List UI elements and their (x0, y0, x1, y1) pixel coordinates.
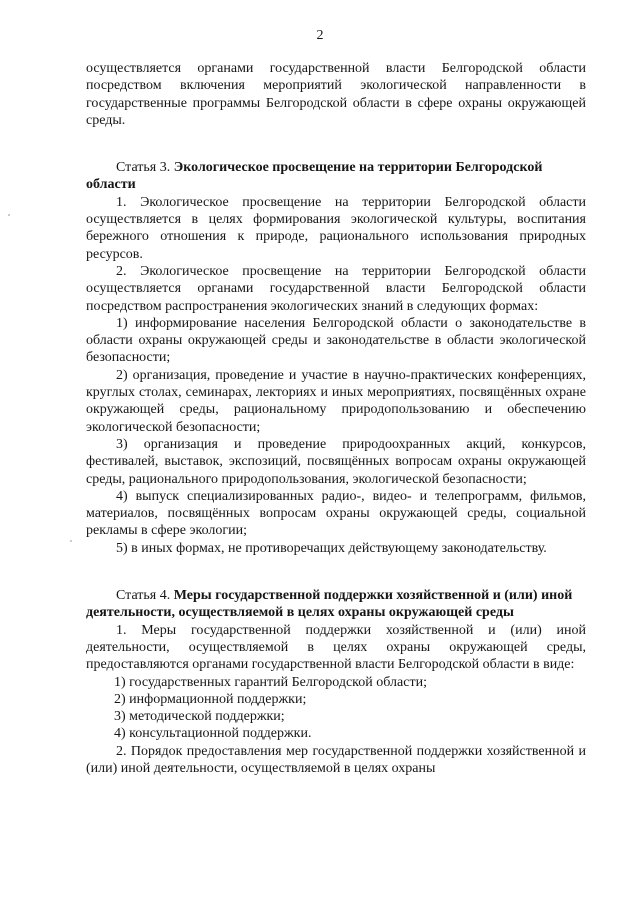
article-4-list-item: 4) консультационной поддержки. (114, 726, 312, 742)
article-3-prefix: Статья 3. (116, 160, 171, 176)
article-4-heading (86, 587, 586, 622)
document-body (86, 60, 586, 777)
spacer (86, 129, 586, 159)
spacer (86, 557, 586, 587)
article-4-paragraph-1: 1. Меры государственной поддержки хозяйственной и (или) иной деятельности, осуществляемой в целях охраны окружающей среды, предоставляются органами государственной власти Белгородской области в виде: (86, 622, 586, 673)
article-4-list-item: 1) государственных гарантий Белгородской области; (114, 674, 427, 690)
article-3-item-4: 4) выпуск специализированных радио-, видео- и телепрограмм, фильмов, материалов, посвящённых вопросам охраны окружающей среды, социальной рекламы в сфере экологии; (86, 488, 586, 539)
article-3-title: Экологическое просвещение на территории Белгородской области (86, 160, 543, 193)
article-4-list-item: 3) методической поддержки; (114, 709, 285, 725)
article-3-paragraph-2: 2. Экологическое просвещение на территории Белгородской области осуществляется органами государственной власти Белгородской области посредством распространения экологических знаний в следующих формах: (86, 263, 586, 314)
article-4-list (86, 674, 586, 743)
intro-paragraph: осуществляется органами государственной власти Белгородской области посредством включения мероприятий экологической направленности в государственные программы Белгородской области в сфере охраны окружающей среды. (86, 61, 586, 128)
article-4-paragraph-2: 2. Порядок предоставления мер государственной поддержки хозяйственной и (или) иной деятельности, осуществляемой в целях охраны (86, 743, 586, 776)
article-4-prefix: Статья 4. (116, 588, 171, 604)
article-3-paragraph-1: 1. Экологическое просвещение на территории Белгородской области осуществляется в целях формирования экологической культуры, воспитания бережного отношения к природе, рационального использования природных ресурсов. (86, 194, 586, 262)
scan-speck (70, 540, 72, 542)
article-3-item-2: 2) организация, проведение и участие в научно-практических конференциях, круглых столах, семинарах, лекториях и иных мероприятиях, посвящённых охране окружающей среды, рациональному природопользованию и обеспечению экологической безопасности; (86, 367, 586, 435)
scan-speck (8, 214, 10, 216)
article-4-list-item: 2) информационной поддержки; (114, 691, 307, 707)
article-3-heading (86, 159, 586, 194)
article-3-item-3: 3) организация и проведение природоохранных акций, конкурсов, фестивалей, выставок, экспозиций, посвящённых вопросам охраны окружающей среды, рационального природопользования, экологической безопасности; (86, 436, 586, 487)
article-3-item-5: 5) в иных формах, не противоречащих действующему законодательству. (116, 540, 547, 556)
article-3-item-1: 1) информирование населения Белгородской области о законодательстве в области охраны окружающей среды и законодательстве в области экологической безопасности; (86, 315, 586, 366)
page-number: 2 (316, 28, 324, 43)
article-4-title: Меры государственной поддержки хозяйственной и (или) иной деятельности, осуществляемой в целях охраны окружающей среды (86, 588, 573, 621)
